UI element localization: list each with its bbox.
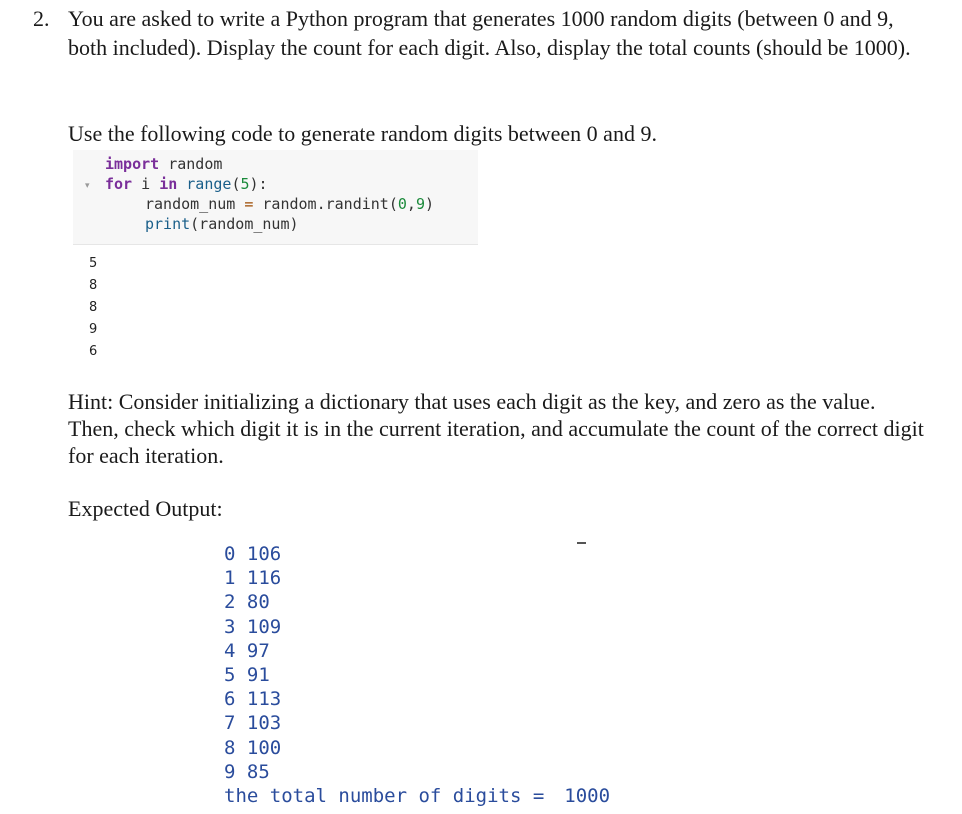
code-number: 0: [397, 195, 407, 213]
code-text: ):: [249, 175, 268, 193]
expected-output-line: 8 100: [224, 736, 282, 759]
intro-text: Use the following code to generate random digits between 0 and 9.: [68, 121, 657, 146]
expected-output-line: 1 116: [224, 567, 282, 590]
code-line-2: [105, 174, 434, 194]
code-text: (: [231, 175, 241, 193]
expected-output-line: 4 97: [224, 639, 270, 662]
hint-text: Hint: Consider initializing a dictionary that uses each digit as the key, and zero as the value. Then, check which digit it is in the current iteration, and accumulate the count of the correct digit for each iteration.: [68, 389, 924, 468]
output-line: 9: [89, 322, 98, 337]
code-number: 5: [240, 175, 250, 193]
code-text: i: [132, 175, 160, 193]
code-text: random_num: [145, 195, 245, 213]
cell-output: [89, 253, 97, 363]
expected-output-line: 7 103: [224, 712, 282, 735]
output-line: 8: [89, 300, 98, 315]
question-number: 2.: [33, 6, 50, 31]
code-keyword: import: [105, 155, 160, 173]
expected-output-line: 3 109: [224, 615, 282, 638]
code-text: random.randint(: [253, 195, 398, 213]
code-line-3: [105, 194, 434, 214]
code-number: 9: [415, 195, 425, 213]
stray-mark: [577, 542, 586, 544]
expected-output-line: 0 106: [224, 543, 282, 565]
code-line-1: [105, 154, 434, 174]
collapse-triangle-icon[interactable]: ▾: [85, 181, 90, 191]
code-builtin: print: [145, 215, 191, 233]
code-keyword: in: [159, 175, 178, 193]
output-line: 6: [89, 344, 98, 359]
expected-output-list: [224, 542, 281, 784]
question-text: You are asked to write a Python program that generates 1000 random digits (between 0 and 9, both included). Display the count for each digit. Also, display the total counts (should be 1000).: [68, 6, 911, 60]
code-builtin: range: [186, 175, 232, 193]
total-label: the total number of digits =: [224, 785, 545, 807]
code-text: ,: [406, 195, 416, 213]
expected-output-label: Expected Output:: [68, 496, 223, 521]
code-operator: =: [244, 195, 254, 213]
code-text: [177, 175, 186, 193]
expected-output-line: 2 80: [224, 591, 270, 614]
total-value: 1000: [564, 785, 611, 807]
expected-output-line: 9 85: [224, 760, 270, 783]
code-line-4: [105, 214, 434, 234]
code-keyword: for: [105, 175, 133, 193]
output-line: 5: [89, 256, 98, 271]
expected-output-line: 5 91: [224, 663, 270, 686]
expected-output-line: 6 113: [224, 688, 282, 711]
total-line: [224, 784, 610, 808]
code-text: random: [159, 155, 223, 173]
code-text: ): [424, 195, 434, 213]
code-block: [105, 154, 434, 234]
output-line: 8: [89, 278, 98, 293]
code-text: (random_num): [190, 215, 299, 233]
